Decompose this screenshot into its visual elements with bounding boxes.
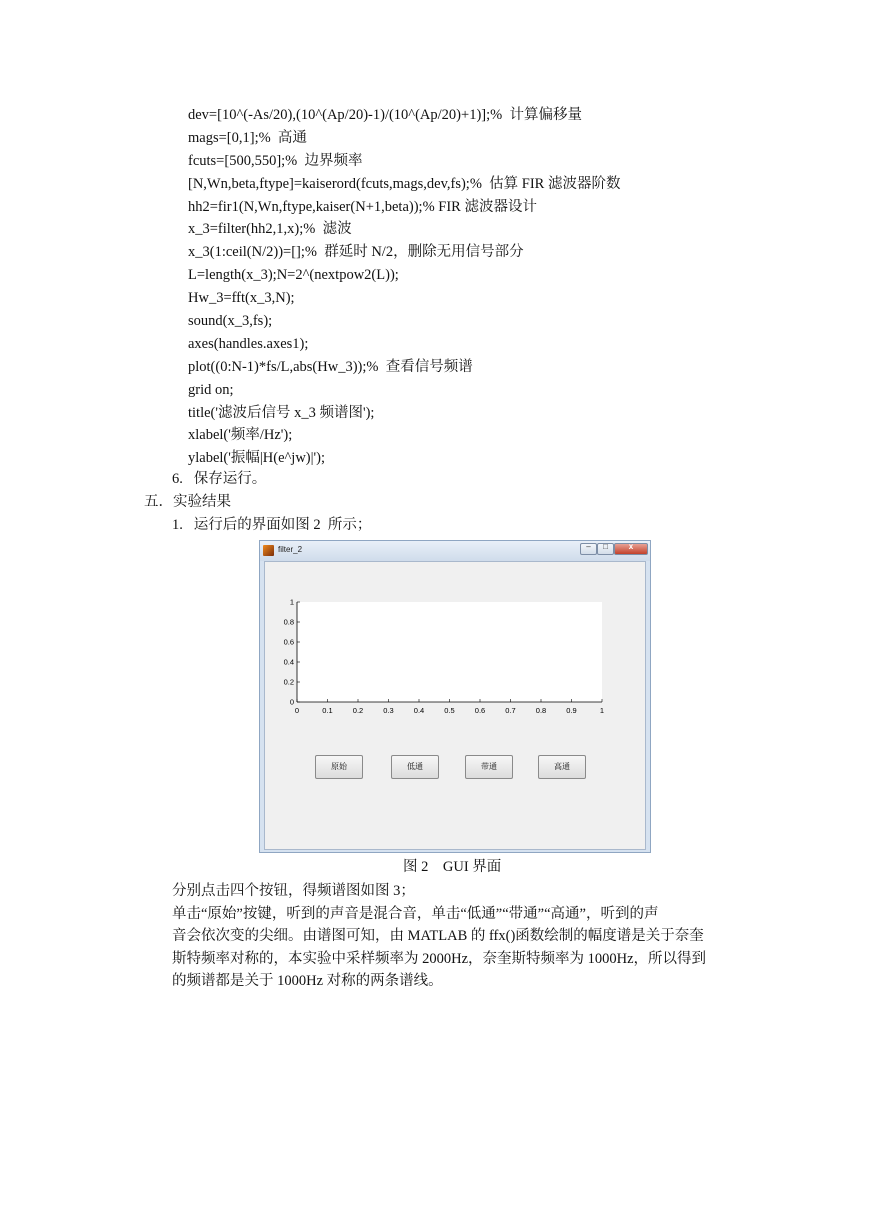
paragraph-line: 分别点击四个按钮，得频谱图如图 3； [172, 883, 415, 899]
minimize-button[interactable] [580, 543, 597, 555]
x-tick-label: 0 [294, 706, 300, 715]
close-button[interactable] [614, 543, 648, 555]
result-paragraphs [172, 880, 706, 993]
x-tick-label: 0.2 [352, 706, 364, 715]
section-5-heading: 五．实验结果 [144, 494, 231, 510]
bandpass-button[interactable]: 带通 [465, 755, 513, 779]
original-button[interactable]: 原始 [315, 755, 363, 779]
x-tick-label: 1 [599, 706, 605, 715]
paragraph-line: 单击“原始”按键，听到的声音是混合音，单击“低通”“带通”“高通”，听到的声 [172, 905, 659, 922]
code-line: grid on; [188, 381, 234, 398]
code-line: sound(x_3,fs); [188, 313, 273, 330]
window-titlebar [260, 541, 650, 561]
code-listing [188, 104, 620, 470]
x-tick-label: 0.7 [505, 706, 516, 715]
paragraph-line: 的频谱都是关于 1000Hz 对称的两条谱线。 [172, 973, 443, 990]
y-tick-label: 0.6 [283, 637, 294, 647]
step-1-text: 1. 运行后的界面如图 2 所示； [172, 517, 372, 533]
y-tick-label: 0.4 [283, 657, 294, 667]
code-line: mags=[0,1];% 高通 [188, 129, 307, 146]
code-line: x_3=filter(hh2,1,x);% 滤波 [188, 221, 352, 238]
x-tick-label: 0.9 [566, 706, 577, 715]
window-title: filter_2 [278, 545, 303, 554]
x-tick-label: 0.6 [474, 706, 486, 715]
code-line: plot((0:N-1)*fs/L,abs(Hw_3));% 查看信号频谱 [188, 358, 473, 375]
y-tick-label: 0.8 [283, 617, 294, 627]
y-tick-label: 1 [289, 597, 294, 607]
step-6-text: 6. 保存运行。 [172, 471, 267, 487]
figure-caption: 图 2 GUI 界面 [403, 859, 502, 875]
code-line: ylabel('振幅|H(e^jw)|'); [188, 450, 326, 467]
close-icon: x [628, 542, 634, 551]
maximize-button[interactable] [597, 543, 614, 555]
paragraph-line: 斯特频率对称的，本实验中采样频率为 2000Hz，奈奎斯特频率为 1000Hz，所以得到 [172, 950, 707, 967]
code-line: L=length(x_3);N=2^(nextpow2(L)); [188, 267, 399, 284]
plot-area [297, 602, 602, 702]
paragraph-line: 音会依次变的尖细。由谱图可知，由 MATLAB 的 ffx()函数绘制的幅度谱是关于奈奎 [172, 928, 704, 945]
code-line: Hw_3=fft(x_3,N); [188, 290, 295, 307]
code-line: x_3(1:ceil(N/2))=[];% 群延时 N/2，删除无用信号部分 [188, 244, 524, 261]
gui-screenshot-window [259, 540, 651, 853]
y-tick-label: 0 [289, 697, 294, 707]
code-line: fcuts=[500,550];% 边界频率 [188, 152, 363, 169]
code-line: hh2=fir1(N,Wn,ftype,kaiser(N+1,beta));% FIR 滤波器设计 [188, 198, 537, 215]
x-tick-label: 0.8 [535, 706, 547, 715]
y-tick-label: 0.2 [283, 677, 294, 687]
code-line: dev=[10^(-As/20),(10^(Ap/20)-1)/(10^(Ap/20)+1)];% 计算偏移量 [188, 107, 582, 123]
x-tick-label: 0.5 [444, 706, 455, 715]
code-line: title('滤波后信号 x_3 频谱图'); [188, 404, 375, 421]
minimize-icon: – [586, 542, 591, 551]
code-line: [N,Wn,beta,ftype]=kaiserord(fcuts,mags,dev,fs);% 估算 FIR 滤波器阶数 [188, 175, 621, 192]
x-tick-label: 0.4 [413, 706, 425, 715]
matlab-app-icon [263, 545, 274, 556]
lowpass-button[interactable]: 低通 [391, 755, 439, 779]
maximize-icon: □ [603, 542, 608, 551]
x-tick-label: 0.3 [383, 706, 394, 715]
gui-client-area [264, 561, 646, 850]
plot-axes [265, 562, 645, 849]
highpass-button[interactable]: 高通 [538, 755, 586, 779]
x-tick-label: 0.1 [322, 706, 333, 715]
code-line: axes(handles.axes1); [188, 335, 309, 352]
code-line: xlabel('频率/Hz'); [188, 427, 293, 444]
